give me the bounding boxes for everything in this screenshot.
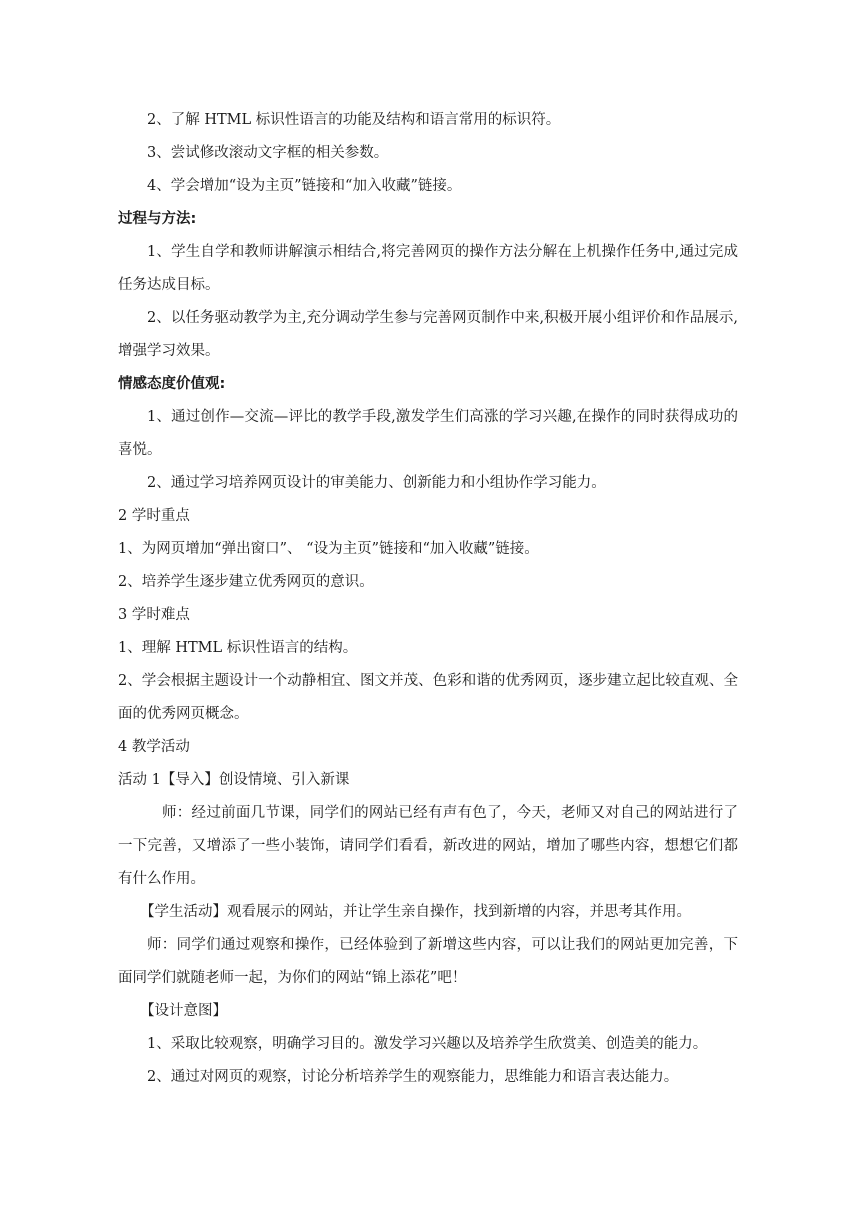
difficulty-2: 2、学会根据主题设计一个动静相宜、图文并茂、色彩和谐的优秀网页，逐步建立起比较直观、全面的优秀网页概念。 (118, 673, 738, 722)
key-points-heading: 2 学时重点 (118, 508, 190, 524)
attitude-heading: 情感态度价值观: (118, 376, 226, 392)
process-item-1: 1、学生自学和教师讲解演示相结合,将完善网页的操作方法分解在上机操作任务中,通过完成任务达成目标。 (118, 244, 738, 293)
key-point-1: 1、为网页增加“弹出窗口”、 “设为主页”链接和“加入收藏”链接。 (118, 541, 539, 557)
design-intent-item-2: 2、通过对网页的观察，讨论分析培养学生的观察能力，思维能力和语言表达能力。 (147, 1069, 679, 1085)
attitude-item-1: 1、通过创作—交流—评比的教学手段,激发学生们高涨的学习兴趣,在操作的同时获得成功的喜悦。 (118, 409, 738, 458)
process-item-2: 2、以任务驱动教学为主,充分调动学生参与完善网页制作中来,积极开展小组评价和作品展示,增强学习效果。 (118, 310, 738, 359)
document-body (118, 104, 738, 1094)
student-activity-paragraph: 【学生活动】观看展示的网站，并让学生亲自操作，找到新增的内容，并思考其作用。 (140, 904, 691, 920)
key-point-2: 2、培养学生逐步建立优秀网页的意识。 (118, 574, 374, 590)
difficulties-heading: 3 学时难点 (118, 607, 190, 623)
knowledge-item-2: 2、了解 HTML 标识性语言的功能及结构和语言常用的标识符。 (147, 112, 561, 128)
attitude-item-2: 2、通过学习培养网页设计的审美能力、创新能力和小组协作学习能力。 (147, 475, 606, 491)
teacher-intro-paragraph: 师：经过前面几节课，同学们的网站已经有声有色了，今天，老师又对自己的网站进行了一下完善，又增添了一些小装饰，请同学们看看，新改进的网站，增加了哪些内容，想想它们都有什么作用。 (118, 805, 738, 887)
knowledge-item-4: 4、学会增加“设为主页”链接和“加入收藏”链接。 (147, 178, 462, 194)
activities-heading: 4 教学活动 (118, 739, 190, 755)
process-heading: 过程与方法: (118, 211, 197, 227)
difficulty-1: 1、理解 HTML 标识性语言的结构。 (118, 640, 358, 656)
knowledge-item-3: 3、尝试修改滚动文字框的相关参数。 (147, 145, 389, 161)
teacher-followup-paragraph: 师：同学们通过观察和操作，已经体验到了新增这些内容，可以让我们的网站更加完善，下面同学们就随老师一起，为你们的网站“锦上添花”吧！ (118, 937, 738, 986)
design-intent-title: 【设计意图】 (140, 1003, 227, 1019)
design-intent-item-1: 1、采取比较观察，明确学习目的。激发学习兴趣以及培养学生欣赏美、创造美的能力。 (147, 1036, 708, 1052)
activity-1-title: 活动 1【导入】创设情境、引入新课 (118, 772, 350, 788)
